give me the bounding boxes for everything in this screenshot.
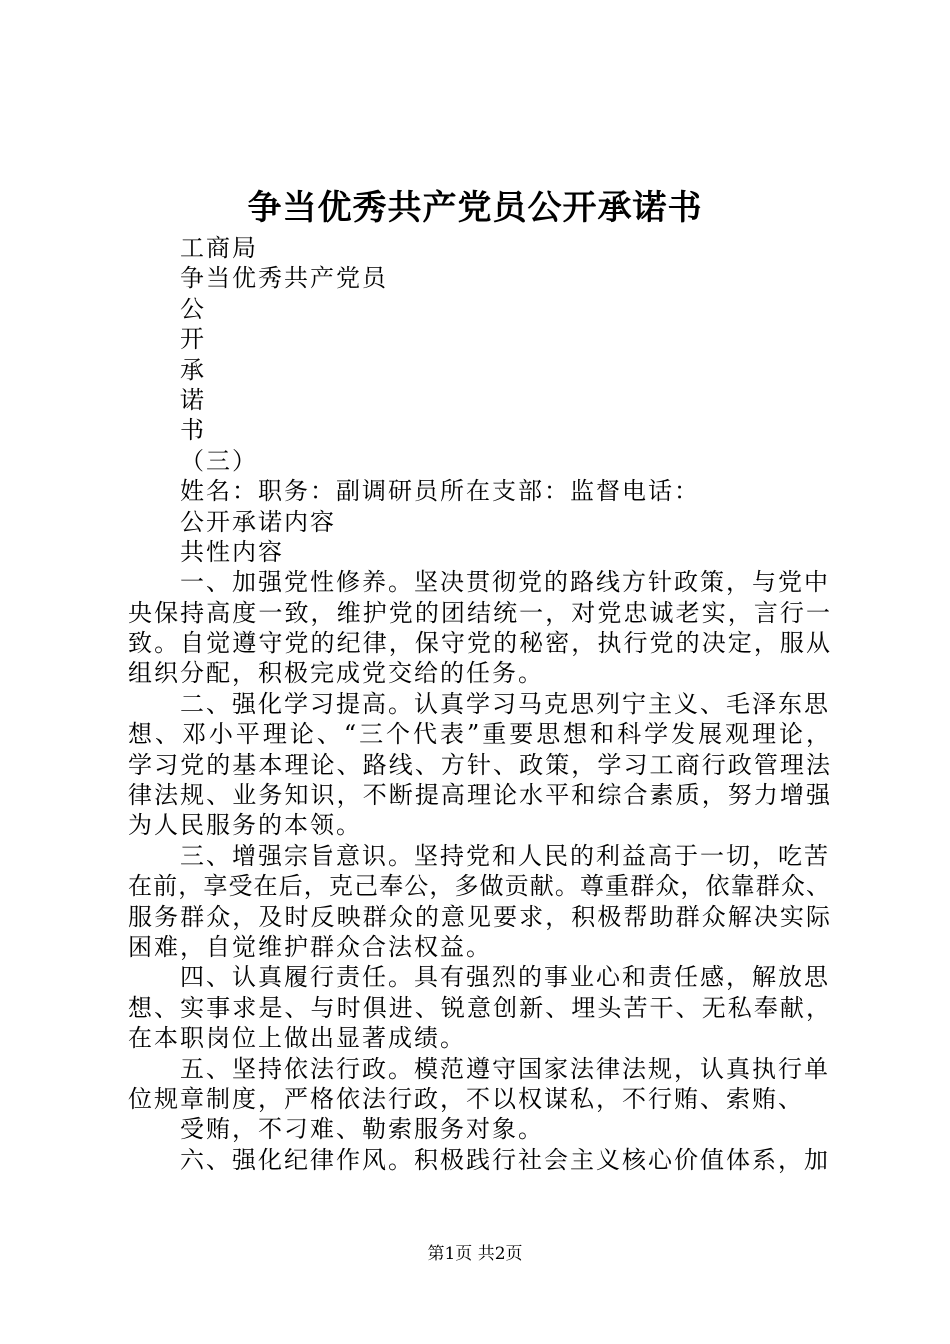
header-line: （三） — [180, 446, 258, 475]
paragraph-line: 央保持高度一致，维护党的团结统一，对党忠诚老实，言行一 — [128, 598, 830, 627]
header-line: 诺 — [180, 385, 206, 414]
header-line: 姓名：职务：副调研员所在支部：监督电话： — [180, 477, 700, 506]
paragraph-line: 二、强化学习提高。认真学习马克思列宁主义、毛泽东思 — [180, 689, 830, 718]
header-line: 工商局 — [180, 234, 258, 262]
paragraph-line: 位规章制度，严格依法行政，不以权谋私，不行贿、索贿、 — [128, 1084, 804, 1113]
paragraph-line: 五、坚持依法行政。模范遵守国家法律法规，认真执行单 — [180, 1054, 830, 1083]
paragraph-line: 律法规、业务知识，不断提高理论水平和综合素质，努力增强 — [128, 781, 830, 810]
paragraph-line: 六、强化纪律作风。积极践行社会主义核心价值体系，加 — [180, 1145, 830, 1174]
paragraph-line: 在本职岗位上做出显著成绩。 — [128, 1024, 466, 1053]
header-line: 书 — [180, 416, 206, 445]
header-line: 公 — [180, 294, 206, 323]
paragraph-line: 一、加强党性修养。坚决贯彻党的路线方针政策，与党中 — [180, 568, 830, 597]
header-line: 开 — [180, 325, 206, 354]
paragraph-line: 致。自觉遵守党的纪律，保守党的秘密，执行党的决定，服从 — [128, 629, 830, 658]
document-body — [128, 233, 830, 1175]
paragraph-line: 学习党的基本理论、路线、方针、政策，学习工商行政管理法 — [128, 750, 830, 779]
header-line: 公开承诺内容 — [180, 507, 336, 536]
paragraph-line: 想、邓小平理论、“三个代表”重要思想和科学发展观理论， — [128, 720, 830, 749]
paragraph-line: 困难，自觉维护群众合法权益。 — [128, 932, 492, 961]
paragraph-line: 在前，享受在后，克己奉公，多做贡献。尊重群众，依靠群众、 — [128, 872, 830, 901]
paragraph-line: 想、实事求是、与时俱进、锐意创新、埋头苦干、无私奉献， — [128, 993, 830, 1022]
paragraph-line: 为人民服务的本领。 — [128, 811, 362, 840]
header-line: 争当优秀共产党员 — [180, 264, 388, 293]
paragraph-line: 服务群众，及时反映群众的意见要求，积极帮助群众解决实际 — [128, 902, 830, 931]
header-line: 共性内容 — [180, 537, 284, 566]
paragraph-line: 组织分配，积极完成党交给的任务。 — [128, 659, 544, 688]
paragraph-line: 受贿，不刁难、勒索服务对象。 — [180, 1115, 544, 1144]
document-title: 争当优秀共产党员公开承诺书 — [247, 188, 703, 228]
header-line: 承 — [180, 355, 206, 384]
paragraph-line: 四、认真履行责任。具有强烈的事业心和责任感，解放思 — [180, 963, 830, 992]
paragraph-line: 三、增强宗旨意识。坚持党和人民的利益高于一切，吃苦 — [180, 841, 830, 870]
page-footer: 第1页 共2页 — [427, 1244, 523, 1264]
